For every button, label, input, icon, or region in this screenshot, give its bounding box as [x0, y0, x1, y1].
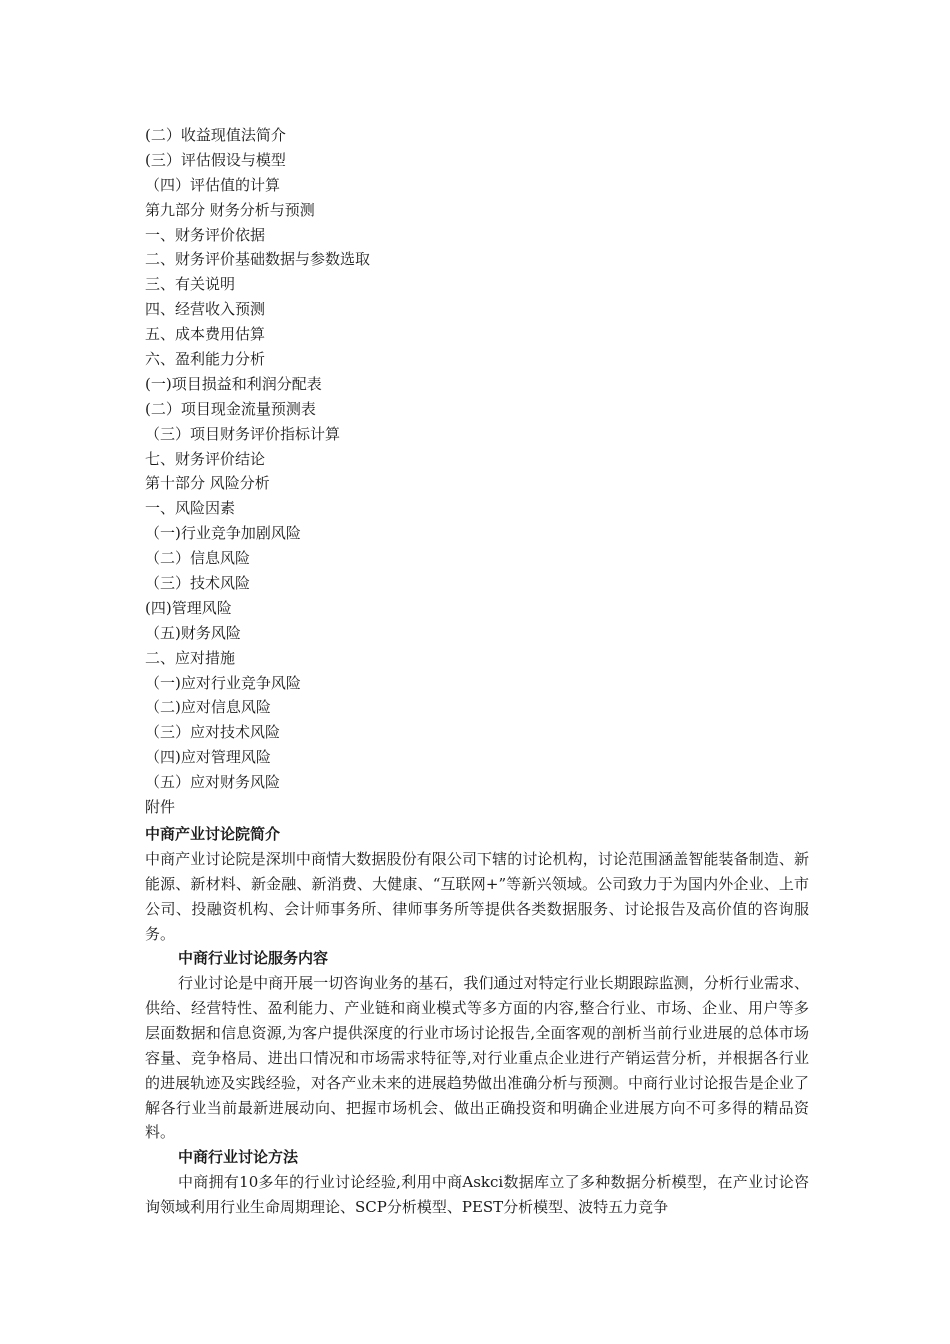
toc-item: （四)应对管理风险	[145, 748, 271, 767]
service-title: 中商行业讨论服务内容	[178, 949, 329, 967]
table-of-contents	[145, 123, 825, 820]
toc-item: 六、盈利能力分析	[145, 350, 266, 369]
method-title: 中商行业讨论方法	[178, 1148, 299, 1166]
toc-item: （二）信息风险	[145, 549, 251, 568]
toc-item: 二、应对措施	[145, 648, 236, 667]
toc-item: (二）收益现值法简介	[145, 126, 286, 144]
toc-item: （四）评估值的计算	[145, 175, 281, 194]
toc-item: 第九部分 财务分析与预测	[145, 200, 315, 219]
toc-item: (四)管理风险	[145, 598, 232, 617]
toc-item: （二)应对信息风险	[145, 698, 271, 717]
toc-item: （五）应对财务风险	[145, 773, 281, 792]
toc-item: 四、经营收入预测	[145, 300, 266, 319]
toc-item: （一)行业竞争加剧风险	[145, 524, 301, 543]
toc-item: (二）项目现金流量预测表	[145, 399, 316, 418]
toc-item: 五、成本费用估算	[145, 325, 266, 344]
toc-item: 一、风险因素	[145, 499, 236, 518]
toc-item: 七、财务评价结论	[145, 449, 266, 468]
service-paragraph: 行业讨论是中商开展一切咨询业务的基石，我们通过对特定行业长期跟踪监测，分析行业需求、供给、经营特性、盈利能力、产业链和商业模式等多方面的内容,整合行业、市场、企业、用户等多层面数据和信息资源,为客户提供深度的行业市场讨论报告,全面客观的剖析当前行业进展的总体市场容量、竞争格局、进出口情况和市场需求特征等,对行业重点企业进行产销运营分析，并根据各行业的进展轨迹及实践经验，对各产业未来的进展趋势做出准确分析与预测。中商行业讨论报告是企业了解各行业当前最新进展动向、把握市场机会、做出正确投资和明确企业进展方向不可多得的精品资料。	[145, 974, 809, 1142]
toc-item: (一)项目损益和利润分配表	[145, 374, 322, 393]
intro-title: 中商产业讨论院简介	[145, 825, 281, 843]
toc-item: （一)应对行业竞争风险	[145, 673, 301, 692]
method-paragraph: 中商拥有10多年的行业讨论经验,利用中商Askci数据库立了多种数据分析模型，在产业讨论咨询领域利用行业生命周期理论、SCP分析模型、PEST分析模型、波特五力竞争	[145, 1173, 809, 1216]
toc-item: 一、财务评价依据	[145, 225, 266, 244]
intro-paragraph: 中商产业讨论院是深圳中商情大数据股份有限公司下辖的讨论机构，讨论范围涵盖智能装备制造、新能源、新材料、新金融、新消费、大健康、“互联网+”等新兴领域。公司致力于为国内外企业、上市公司、投融资机构、会计师事务所、律师事务所等提供各类数据服务、讨论报告及高价值的咨询服务。	[145, 850, 809, 943]
toc-item: （三）应对技术风险	[145, 723, 281, 742]
toc-item: （三）技术风险	[145, 574, 251, 593]
toc-item: 二、财务评价基础数据与参数选取	[145, 250, 371, 269]
toc-item: （三）项目财务评价指标计算	[145, 424, 341, 443]
toc-item: 附件	[145, 798, 176, 817]
toc-item: 三、有关说明	[145, 275, 236, 294]
toc-item: （五)财务风险	[145, 623, 241, 642]
toc-item: 第十部分 风险分析	[145, 474, 270, 493]
toc-item: (三）评估假设与模型	[145, 150, 286, 169]
